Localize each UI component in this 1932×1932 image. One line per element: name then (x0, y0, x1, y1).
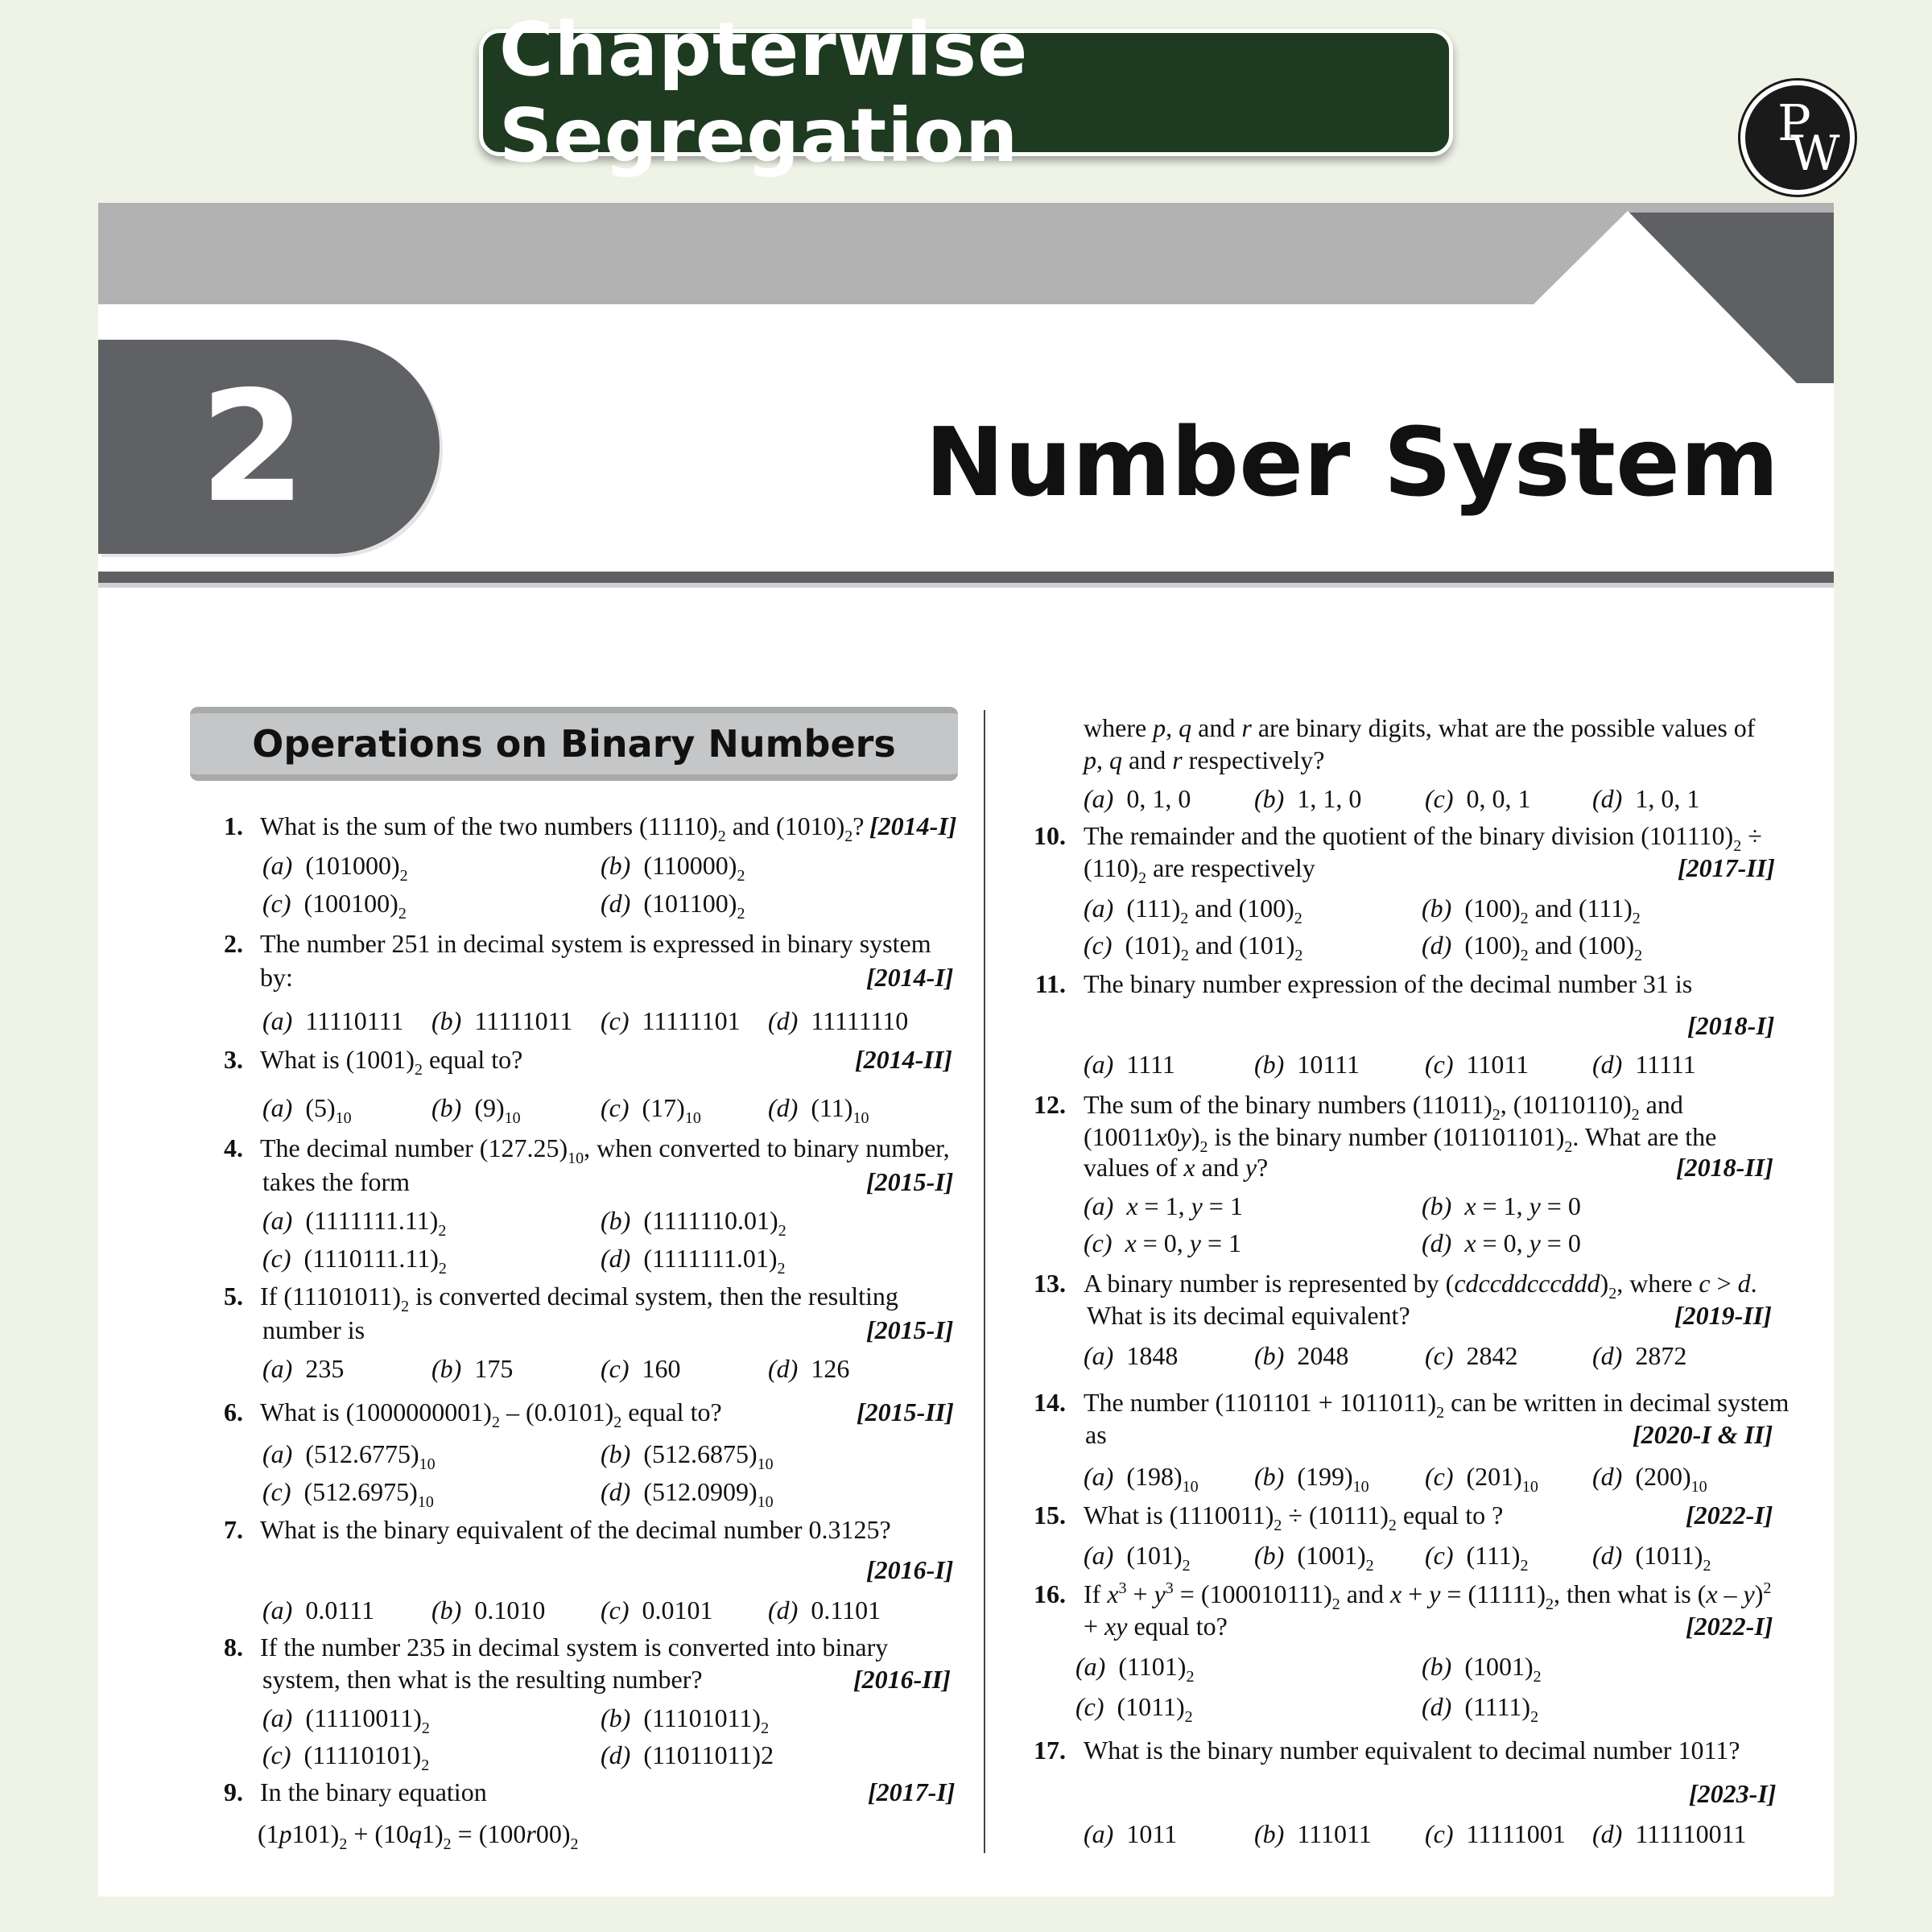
option[interactable]: (c) 11011 (1425, 1050, 1530, 1079)
option[interactable]: (c) $(17)_{10}$ (601, 1093, 701, 1127)
column-divider (984, 710, 985, 1853)
option[interactable]: (d) 126 (768, 1354, 850, 1383)
option[interactable]: (b) 111011 (1254, 1819, 1372, 1848)
option[interactable]: (a) $(101)_2$ (1084, 1541, 1191, 1575)
pw-logo-icon: P W (1740, 80, 1855, 195)
option[interactable]: (b) $(100)_2$ and $(111)_2$ (1422, 894, 1641, 927)
option[interactable]: (b) 175 (431, 1354, 514, 1383)
option[interactable]: (d) 0.1101 (768, 1596, 881, 1624)
option[interactable]: (b) 1, 1, 0 (1254, 784, 1362, 813)
chapter-number-tab (98, 340, 440, 554)
chapter-number: 2 (199, 357, 307, 536)
option[interactable]: (c) $(101)_2$ and $(101)_2$ (1084, 931, 1303, 964)
option[interactable]: (d) 11111110 (768, 1006, 909, 1035)
option[interactable]: (a) $(1111111.11)_2$ (262, 1206, 447, 1240)
option[interactable]: (c) 0, 0, 1 (1425, 784, 1531, 813)
option[interactable]: (b) 11111011 (431, 1006, 573, 1035)
option[interactable]: (d) $(1011)_2$ (1592, 1541, 1711, 1575)
header-rule-shadow (98, 583, 1834, 588)
option[interactable]: (d) $(100)_2$ and $(100)_2$ (1422, 931, 1643, 964)
option[interactable]: (c) 11111001 (1425, 1819, 1566, 1848)
option[interactable]: (a) $(198)_{10}$ (1084, 1462, 1199, 1496)
option[interactable]: (b) 0.1010 (431, 1596, 546, 1624)
option[interactable]: (b) $(11101011)_2$ (601, 1703, 770, 1737)
option[interactable]: (a) $(512.6775)_{10}$ (262, 1439, 436, 1473)
chapter-title: Number System (924, 407, 1779, 518)
section-heading: Operations on Binary Numbers (190, 707, 958, 781)
option[interactable]: (d) $(11)_{10}$ (768, 1093, 869, 1127)
option[interactable]: (c) $(1110111.11)_2$ (262, 1244, 447, 1278)
option[interactable]: (b) $(110000)_2$ (601, 851, 745, 885)
question-text: What is the sum of the two numbers $(11110)_2$ and $(1010)_2$? (260, 811, 865, 845)
option[interactable]: (d) 111110011 (1592, 1819, 1747, 1848)
option[interactable]: (c) x = 0, y = 1 (1084, 1228, 1242, 1257)
option[interactable]: (b) 2048 (1254, 1341, 1349, 1370)
option[interactable]: (b) $(1001)_2$ (1254, 1541, 1374, 1575)
option[interactable]: (d) 1, 0, 1 (1592, 784, 1700, 813)
binary-equation: $(1p101)_2 + (10q1)_2 = (100r00)_2$ (258, 1819, 579, 1853)
option[interactable]: (c) 0.0101 (601, 1596, 713, 1624)
option[interactable]: (a) $(1101)_2$ (1075, 1652, 1195, 1686)
option[interactable]: (a) $(11110011)_2$ (262, 1703, 430, 1737)
option[interactable]: (d) (11011011)2 (601, 1740, 774, 1769)
option[interactable]: (d) $(1111111.01)_2$ (601, 1244, 786, 1278)
option[interactable]: (d) $(200)_{10}$ (1592, 1462, 1707, 1496)
option[interactable]: (b) 10111 (1254, 1050, 1360, 1079)
header-rule (98, 572, 1834, 583)
option[interactable]: (c) $(201)_{10}$ (1425, 1462, 1538, 1496)
option[interactable]: (d) $(512.0909)_{10}$ (601, 1477, 774, 1511)
option[interactable]: (c) 160 (601, 1354, 681, 1383)
option[interactable]: (a) 1848 (1084, 1341, 1179, 1370)
option[interactable]: (a) 1111 (1084, 1050, 1175, 1079)
option[interactable]: (d) x = 0, y = 0 (1422, 1228, 1581, 1257)
option[interactable]: (a) x = 1, y = 1 (1084, 1191, 1243, 1220)
option[interactable]: (c) 11111101 (601, 1006, 741, 1035)
option[interactable]: (b) $(199)_{10}$ (1254, 1462, 1369, 1496)
option[interactable]: (c) $(1011)_2$ (1075, 1692, 1193, 1726)
banner-title: Chapterwise Segregation (499, 6, 1029, 179)
option[interactable]: (b) $(512.6875)_{10}$ (601, 1439, 774, 1473)
option[interactable]: (a) 235 (262, 1354, 345, 1383)
option[interactable]: (d) 2872 (1592, 1341, 1687, 1370)
option[interactable]: (c) $(100100)_2$ (262, 889, 407, 923)
option[interactable]: (c) $(11110101)_2$ (262, 1740, 430, 1774)
option[interactable]: (d) 11111 (1592, 1050, 1696, 1079)
option[interactable]: (b) $(1111110.01)_2$ (601, 1206, 786, 1240)
option[interactable]: (a) 0.0111 (262, 1596, 374, 1624)
option[interactable]: (b) $(1001)_2$ (1422, 1652, 1542, 1686)
option[interactable]: (a) 11110111 (262, 1006, 404, 1035)
option[interactable]: (a) $(111)_2$ and $(100)_2$ (1084, 894, 1302, 927)
option[interactable]: (c) $(111)_2$ (1425, 1541, 1529, 1575)
option[interactable]: (a) $(101000)_2$ (262, 851, 408, 885)
option[interactable]: (c) 2842 (1425, 1341, 1518, 1370)
option[interactable]: (b) $(9)_{10}$ (431, 1093, 521, 1127)
option[interactable]: (d) $(101100)_2$ (601, 889, 745, 923)
option[interactable]: (c) $(512.6975)_{10}$ (262, 1477, 434, 1511)
option[interactable]: (b) x = 1, y = 0 (1422, 1191, 1581, 1220)
option[interactable]: (a) $(5)_{10}$ (262, 1093, 352, 1127)
option[interactable]: (a) 0, 1, 0 (1084, 784, 1191, 813)
option[interactable]: (a) 1011 (1084, 1819, 1178, 1848)
option[interactable]: (d) $(1111)_2$ (1422, 1692, 1539, 1726)
